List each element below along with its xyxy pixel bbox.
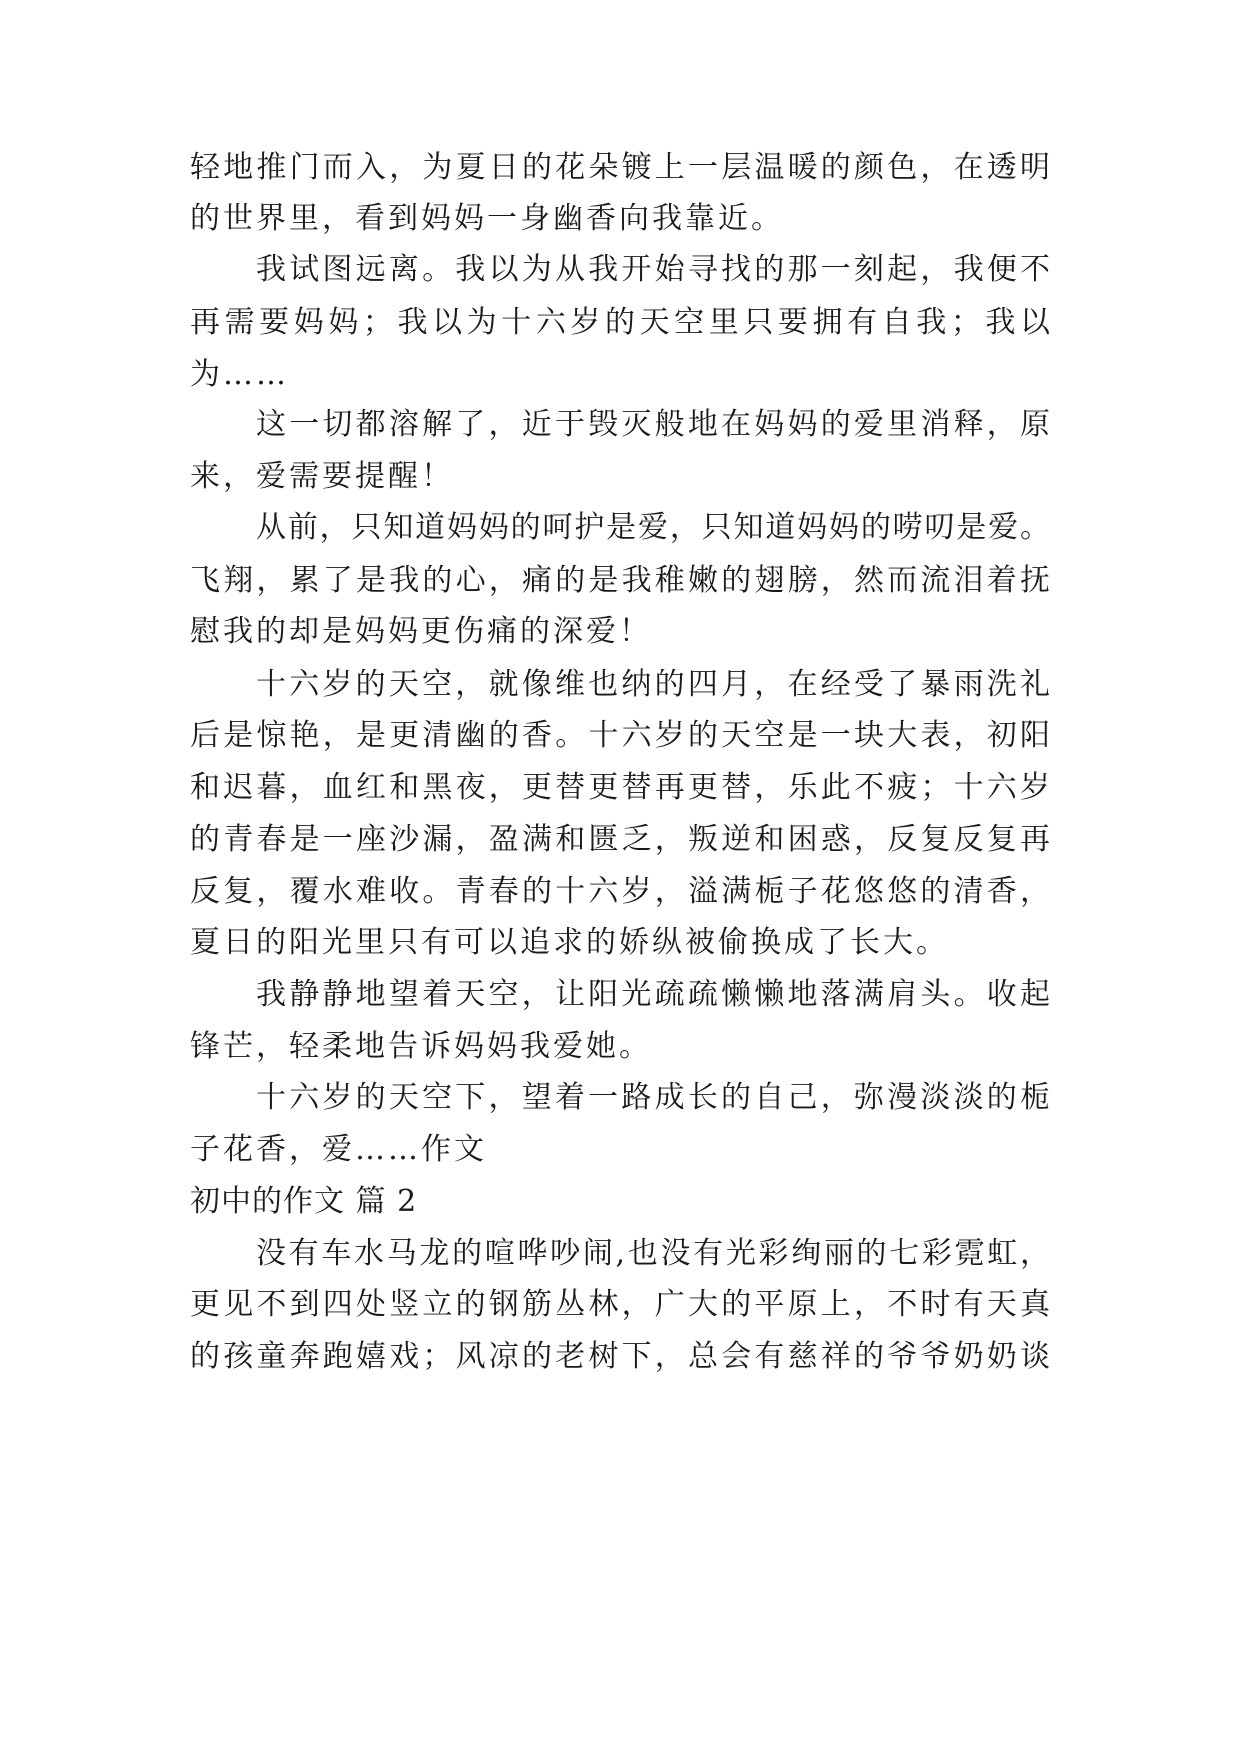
text-line: 我静静地望着天空，让阳光疏疏懒懒地落满肩头。收起 — [256, 977, 1050, 1012]
text-line: 反复，覆水难收。青春的十六岁，溢满栀子花悠悠的清香， — [190, 874, 1050, 909]
text-line: 锋芒，轻柔地告诉妈妈我爱她。 — [190, 1029, 652, 1064]
text-line: 慰我的却是妈妈更伤痛的深爱！ — [190, 614, 652, 649]
text-line: 的孩童奔跑嬉戏；风凉的老树下，总会有慈祥的爷爷奶奶谈 — [190, 1339, 1050, 1374]
text-line: 的世界里，看到妈妈一身幽香向我靠近。 — [190, 201, 784, 236]
text-line: 十六岁的天空，就像维也纳的四月，在经受了暴雨洗礼 — [256, 667, 1050, 702]
text-line: 这一切都溶解了，近于毁灭般地在妈妈的爱里消释，原 — [256, 407, 1050, 442]
text-line: 和迟暮，血红和黑夜，更替更替再更替，乐此不疲；十六岁 — [190, 770, 1050, 805]
text-line: 飞翔，累了是我的心，痛的是我稚嫩的翅膀，然而流泪着抚 — [190, 563, 1050, 598]
text-line: 更见不到四处竖立的钢筋丛林，广大的平原上，不时有天真 — [190, 1287, 1050, 1322]
text-line: 我试图远离。我以为从我开始寻找的那一刻起，我便不 — [256, 252, 1050, 287]
text-line: 再需要妈妈；我以为十六岁的天空里只要拥有自我；我以 — [190, 305, 1050, 340]
text-line: 后是惊艳，是更清幽的香。十六岁的天空是一块大表，初阳 — [190, 718, 1050, 753]
text-line: 的青春是一座沙漏，盈满和匮乏，叛逆和困惑，反复反复再 — [190, 822, 1050, 857]
text-line: 从前，只知道妈妈的呵护是爱，只知道妈妈的唠叨是爱。 — [256, 510, 1050, 545]
text-line: 十六岁的天空下，望着一路成长的自己，弥漫淡淡的栀 — [256, 1080, 1050, 1115]
section-heading: 初中的作文 篇 2 — [190, 1184, 418, 1219]
text-line: 来，爱需要提醒！ — [190, 459, 454, 494]
text-line: 没有车水马龙的喧哗吵闹,也没有光彩绚丽的七彩霓虹， — [256, 1236, 1050, 1271]
text-line: 子花香，爱……作文 — [190, 1132, 487, 1167]
text-line: 为…… — [190, 357, 289, 392]
text-line: 夏日的阳光里只有可以追求的娇纵被偷换成了长大。 — [190, 925, 949, 960]
text-line: 轻地推门而入，为夏日的花朵镀上一层温暖的颜色，在透明 — [190, 150, 1050, 185]
